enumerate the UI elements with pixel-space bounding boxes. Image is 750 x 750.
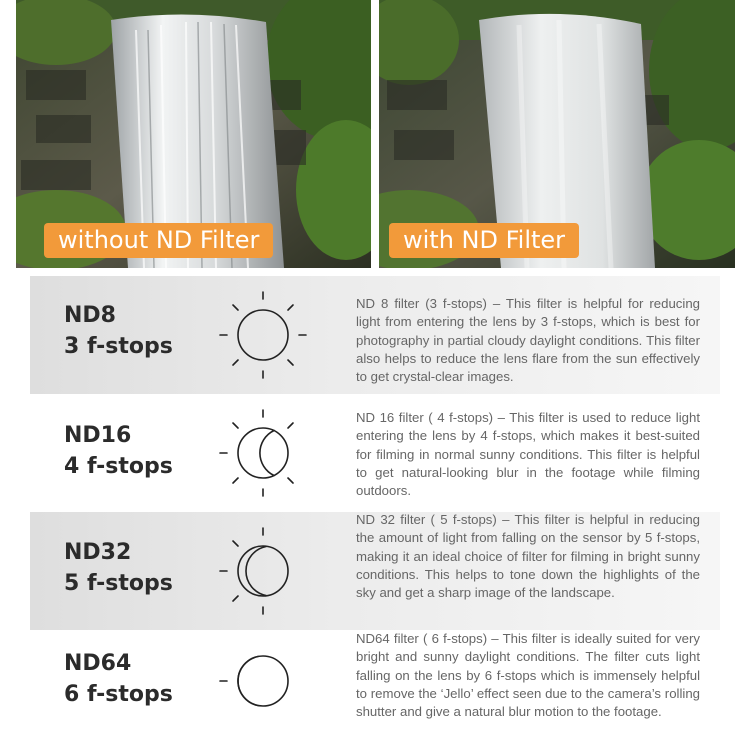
comparison-photos	[0, 0, 750, 268]
filter-title	[64, 300, 173, 362]
filter-stops: 5 f-stops	[64, 571, 173, 596]
filter-comparison-list	[30, 276, 720, 748]
sun-icon	[216, 288, 310, 382]
filter-title	[64, 537, 173, 599]
sun-partial-icon	[216, 406, 310, 500]
filter-title	[64, 420, 173, 482]
filter-stops: 6 f-stops	[64, 682, 173, 707]
filter-name: ND64	[64, 651, 132, 676]
filter-description: ND 32 filter ( 5 f-stops) – This filter is helpful in reducing the amount of light from falling on the sensor by 5 f-stops, making it an ideal choice of filter for filming in bright sunny conditions. This helps to tone down the highlights of the sky and get a sharp image of the landscape.	[356, 512, 700, 601]
sun-half-icon	[216, 524, 310, 618]
filter-row-nd64	[30, 630, 720, 748]
with-filter-label: with ND Filter	[389, 223, 579, 258]
without-filter-label: without ND Filter	[44, 223, 273, 258]
filter-name: ND16	[64, 423, 132, 448]
filter-description: ND 8 filter (3 f-stops) – This filter is helpful for reducing light from entering the lens by 3 f-stops, which is best for photography in partial cloudy daylight conditions. This filter also helps to reduce the lens flare from the sun effectively to get crystal-clear images.	[356, 296, 700, 385]
photo-with-filter	[379, 0, 735, 268]
filter-description: ND 16 filter ( 4 f-stops) – This filter is used to reduce light entering the lens by 4 f-stops, which makes it best-suited for filming in normal sunny conditions. This filter is helpful to get natural-looking blur in the footage while filming outdoors.	[356, 410, 700, 499]
sun-crescent-icon	[216, 634, 310, 728]
photo-without-filter	[16, 0, 371, 268]
filter-row-nd16	[30, 394, 720, 512]
filter-name: ND32	[64, 540, 132, 565]
filter-title	[64, 648, 173, 710]
filter-stops: 4 f-stops	[64, 454, 173, 479]
filter-name: ND8	[64, 303, 116, 328]
filter-description: ND64 filter ( 6 f-stops) – This filter is ideally suited for very bright and sunny daylight conditions. The filter cuts light falling on the lens by 6 f-stops which is immensely helpful to remove the ‘Jello’ effect seen due to the camera’s rolling shutter and give a natural blur motion to the footage.	[356, 631, 700, 720]
filter-stops: 3 f-stops	[64, 334, 173, 359]
filter-row-nd32	[30, 512, 720, 630]
filter-row-nd8	[30, 276, 720, 394]
